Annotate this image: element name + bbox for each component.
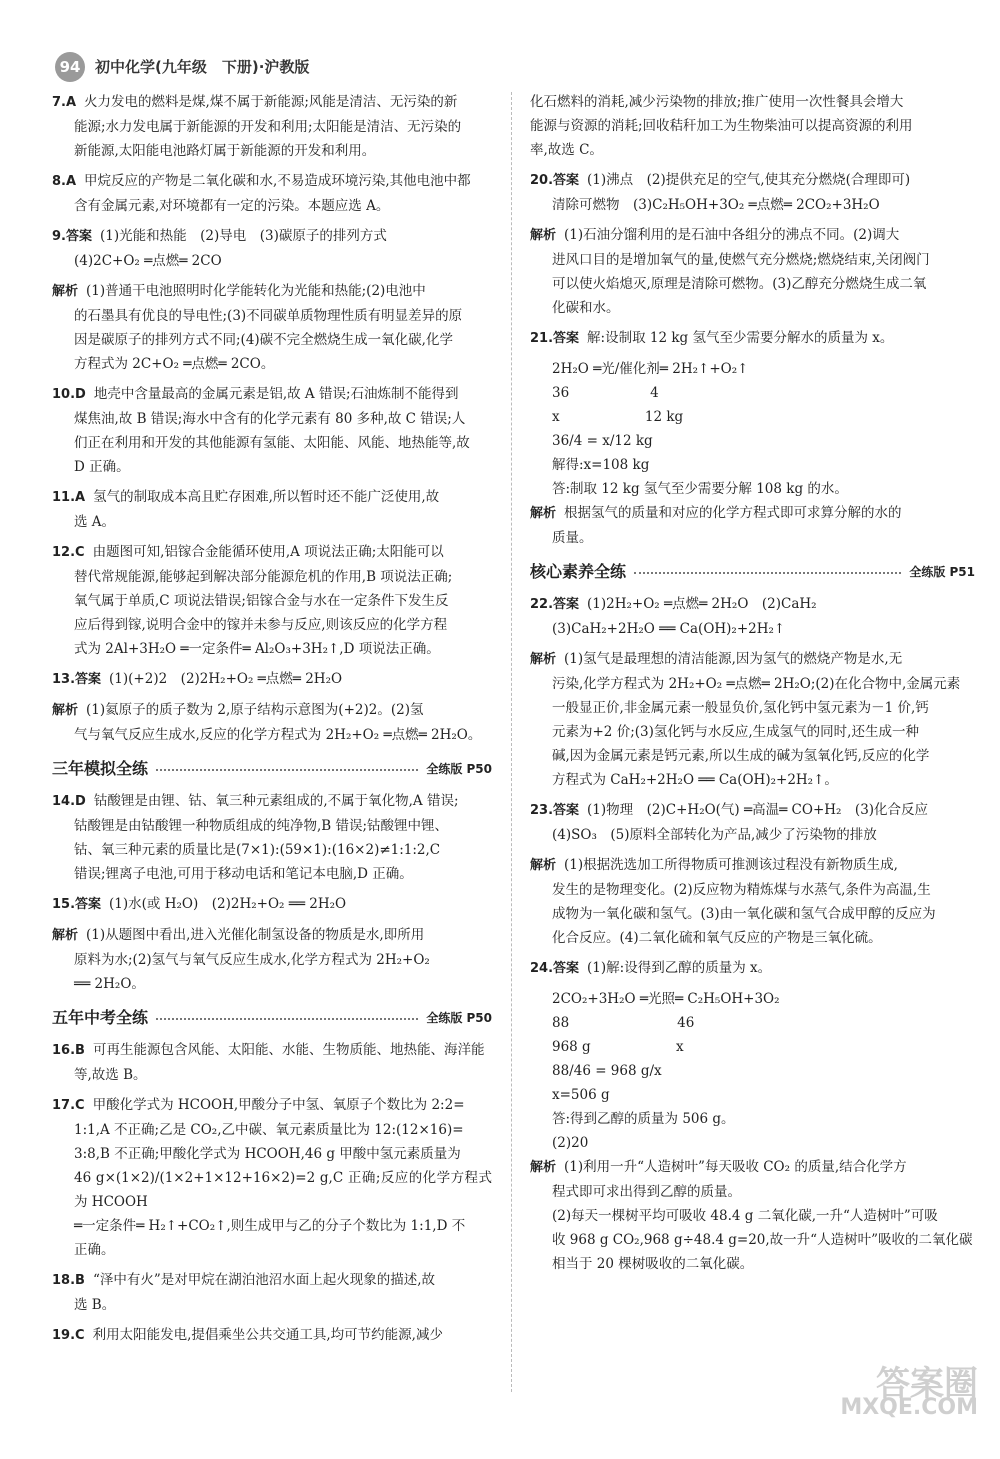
answer-item [52,1323,492,1348]
item-number: 解析 [530,506,557,521]
section-title: 三年模拟全练 [52,759,149,778]
calculation-24 [530,987,975,1155]
left-items-c [52,1038,492,1348]
answer-line: 8.A 甲烷反应的产物是二氧化碳和水,不易造成环境污染,其他电池中都 [52,173,471,189]
answer-line: (4)SO₃ (5)原料全部转化为产品,减少了污染物的排放 [552,827,877,843]
answer-line: 化合反应。(4)二氧化硫和氧气反应的产物是三氧化硫。 [552,930,882,946]
right-items-c [530,592,975,981]
text-line: 2H₂O ═光/催化剂═ 2H₂↑+O₂↑ [552,361,749,377]
answer-line: 解析 (1)氦原子的质子数为 2,原子结构示意图为(+2)2。(2)氢 [52,702,424,718]
answer-line: 22.答案 (1)2H₂+O₂ ═点燃═ 2H₂O (2)CaH₂ [530,596,817,612]
answer-line: 解析 (1)普通干电池照明时化学能转化为光能和热能;(2)电池中 [52,283,426,299]
calculation-21 [530,357,975,501]
answer-line: 收 968 g CO₂,968 g÷48.4 g=20,故一升“人造树叶”吸收的二氧化碳 [552,1232,973,1248]
item-number: 解析 [52,703,79,718]
answer-line: 解析 (1)从题图中看出,进入光催化制氢设备的物质是水,即所用 [52,927,425,943]
answer-item [52,923,492,996]
answer-item [52,485,492,534]
text-line: 能源与资源的消耗;回收秸秆加工为生物柴油可以提高资源的利用 [530,118,913,134]
answer-item [530,223,975,320]
answer-line: 17.C 甲酸化学式为 HCOOH,甲酸分子中氢、氧原子个数比为 2:2= [52,1097,465,1113]
answer-line: 13.答案 (1)(+2)2 (2)2H₂+O₂ ═点燃═ 2H₂O [52,671,343,687]
answer-item [530,1155,975,1276]
answer-line: 一般显正价,非金属元素一般显负价,氢化钙中氢元素为－1 价,钙 [552,700,929,716]
section-dots [156,768,418,771]
item-number: 10.D [52,387,86,402]
section-header-five-year [52,1006,492,1030]
watermark-text: 答案圈 [876,1364,978,1404]
continued-text [530,90,975,162]
answer-line: 24.答案 (1)解:设得到乙醇的质量为 x。 [530,960,772,976]
item-number: 解析 [52,928,79,943]
text-line: 968 g x [552,1039,684,1055]
item-number: 解析 [530,1160,557,1175]
answer-item [530,956,975,981]
text-line: (2)20 [552,1135,589,1151]
answer-line: 46 g×(1×2)/(1×2+1×12+16×2)=2 g,C 正确;反应的化学方程式为 HCOOH [74,1170,492,1210]
answer-line: 9.答案 (1)光能和热能 (2)导电 (3)碳原子的排列方式 [52,228,387,244]
answer-line: 方程式为 2C+O₂ ═点燃═ 2CO。 [74,356,275,372]
answer-line: 等,故选 B。 [74,1067,147,1083]
item-number: 12.C [52,545,85,560]
page-number: 94 [55,52,85,82]
item-number: 18.B [52,1273,85,1288]
answer-item [52,789,492,886]
left-items-a [52,90,492,747]
answer-line: 19.C 利用太阳能发电,提倡乘坐公共交通工具,均可节约能源,减少 [52,1327,443,1343]
answer-line: 钴酸锂是由钴酸锂一种物质组成的纯净物,B 错误;钴酸锂中锂、 [74,818,449,834]
book-title: 初中化学(九年级 下册)·沪教版 [95,58,310,76]
watermark-url: MXQE.COM [840,1395,978,1420]
watermark-logo [798,1364,978,1447]
answer-line: 污染,化学方程式为 2H₂+O₂ ═点燃═ 2H₂O;(2)在化合物中,金属元素 [552,676,961,692]
answer-line: 原料为水;(2)氢气与氧气反应生成水,化学方程式为 2H₂+O₂ [74,952,430,968]
answer-item [530,501,975,550]
answer-item [530,326,975,351]
text-line: 2CO₂+3H₂O ═光照═ C₂H₅OH+3O₂ [552,991,780,1007]
item-number: 14.D [52,794,86,809]
column-divider [511,92,512,1392]
answer-line: 15.答案 (1)水(或 H₂O) (2)2H₂+O₂ ══ 2H₂O [52,896,347,912]
item-number: 9.答案 [52,229,92,244]
answer-line: 解析 根据氢气的质量和对应的化学方程式即可求算分解的水的 [530,505,902,521]
answer-line: (3)CaH₂+2H₂O ══ Ca(OH)₂+2H₂↑ [552,621,786,637]
answer-line: 发生的是物理变化。(2)反应物为精炼煤与水蒸气,条件为高温,生 [552,882,931,898]
answer-line: 可以使火焰熄灭,原理是清除可燃物。(3)乙醇充分燃烧生成二氧 [552,276,927,292]
text-line: 36/4 = x/12 kg [552,433,653,449]
item-number: 11.A [52,490,86,505]
answer-line: 化碳和水。 [552,300,620,316]
answer-line: 质量。 [552,530,593,546]
answer-line: 碱,因为金属元素是钙元素,所以生成的碱为氢氧化钙,反应的化学 [552,748,930,764]
answer-line: 煤焦油,故 B 错误;海水中含有的化学元素有 80 多种,故 C 错误;人 [74,411,466,427]
answer-line: (2)每天一棵树平均可吸收 48.4 g 二氧化碳,一升“人造树叶”可吸 [552,1208,938,1224]
item-number: 解析 [52,284,79,299]
section-title: 核心素养全练 [530,562,627,581]
item-number: 16.B [52,1043,85,1058]
answer-item [530,168,975,217]
answer-line: ══ 2H₂O。 [74,976,145,992]
answer-line: 钴、氧三种元素的质量比是(7×1):(59×1):(16×2)≠1:1:2,C [74,842,441,858]
answer-item [52,892,492,917]
answer-line: 正确。 [74,1242,115,1258]
item-number: 21.答案 [530,331,580,346]
left-items-b [52,789,492,996]
answer-line: 氧气属于单质,C 项说法错误;铝镓合金与水在一定条件下发生反 [74,593,449,609]
answer-line: 7.A 火力发电的燃料是煤,煤不属于新能源;风能是清洁、无污染的新 [52,94,458,110]
answer-line: 11.A 氢气的制取成本高且贮存困难,所以暂时还不能广泛使用,故 [52,489,440,505]
right-items-a [530,168,975,351]
text-line: 答:制取 12 kg 氢气至少需要分解 108 kg 的水。 [552,481,848,497]
section-ref: 全练版 P50 [426,762,492,776]
item-number: 解析 [530,228,557,243]
right-column [530,90,975,1282]
answer-item [52,540,492,661]
answer-item [52,169,492,218]
text-line: 88 46 [552,1015,695,1031]
text-line: 解得:x=108 kg [552,457,650,473]
answer-line: 因是碳原子的排列方式不同;(4)碳不完全燃烧生成一氧化碳,化学 [74,332,453,348]
answer-item [530,853,975,950]
answer-line: 元素为+2 价;(3)氢化钙与水反应,生成氢气的同时,还生成一种 [552,724,919,740]
answer-item [52,279,492,376]
answer-line: 能源;水力发电属于新能源的开发和利用;太阳能是清洁、无污染的 [74,119,462,135]
answer-line: 相当于 20 棵树吸收的二氧化碳。 [552,1256,754,1272]
item-number: 15.答案 [52,897,102,912]
answer-line: 程式即可求出得到乙醇的质量。 [552,1184,741,1200]
text-line: 答:得到乙醇的质量为 506 g。 [552,1111,735,1127]
item-number: 23.答案 [530,803,580,818]
answer-line: 解析 (1)根据洗选加工所得物质可推测该过程没有新物质生成, [530,857,898,873]
item-number: 解析 [530,652,557,667]
answer-line: D 正确。 [74,459,130,475]
answer-line: 解析 (1)氢气是最理想的清洁能源,因为氢气的燃烧产物是水,无 [530,651,903,667]
answer-item [52,1268,492,1317]
answer-line: 进风口目的是增加氧气的量,使燃气充分燃烧;燃烧结束,关闭阀门 [552,252,930,268]
answer-line: 替代常规能源,能够起到解决部分能源危机的作用,B 项说法正确; [74,569,453,585]
answer-line: 18.B “泽中有火”是对甲烷在湖泊池沼水面上起火现象的描述,故 [52,1272,436,1288]
section-dots [634,571,901,574]
right-items-d [530,1155,975,1276]
answer-line: 成物为一氧化碳和氢气。(3)由一氧化碳和氢气合成甲醇的反应为 [552,906,936,922]
answer-line: 14.D 钴酸锂是由锂、钴、氧三种元素组成的,不属于氧化物,A 错误; [52,793,459,809]
item-number: 解析 [530,858,557,873]
answer-line: 新能源,太阳能电池路灯属于新能源的开发和利用。 [74,143,376,159]
answer-line: 式为 2Al+3H₂O ═一定条件═ Al₂O₃+3H₂↑,D 项说法正确。 [74,641,440,657]
item-number: 20.答案 [530,173,580,188]
answer-line: 23.答案 (1)物理 (2)C+H₂O(气) ═高温═ CO+H₂ (3)化合反应 [530,802,929,818]
answer-line: 解析 (1)利用一升“人造树叶”每天吸收 CO₂ 的质量,结合化学方 [530,1159,907,1175]
answer-item [530,592,975,641]
text-line: 率,故选 C。 [530,142,603,158]
answer-line: 们正在利用和开发的其他能源有氢能、太阳能、风能、地热能等,故 [74,435,470,451]
answer-item [52,224,492,273]
answer-item [52,90,492,163]
item-number: 17.C [52,1098,85,1113]
answer-line: 选 B。 [74,1297,116,1313]
item-number: 19.C [52,1328,85,1343]
answer-item [52,1093,492,1262]
answer-line: (4)2C+O₂ ═点燃═ 2CO [74,253,222,269]
answer-item [52,382,492,479]
answer-item [52,698,492,747]
answer-item [52,1038,492,1087]
answer-item [530,647,975,792]
text-line: 36 4 [552,385,659,401]
answer-line: 解析 (1)石油分馏利用的是石油中各组分的沸点不同。(2)调大 [530,227,900,243]
item-number: 22.答案 [530,597,580,612]
answer-line: 错误;锂离子电池,可用于移动电话和笔记本电脑,D 正确。 [74,866,413,882]
answer-line: 选 A。 [74,514,116,530]
answer-line: 含有金属元素,对环境都有一定的污染。本题应选 A。 [74,198,390,214]
page-header [55,52,309,82]
answer-line: 1:1,A 不正确;乙是 CO₂,乙中碳、氧元素质量比为 12:(12×16)= [74,1122,464,1138]
section-header-three-year [52,757,492,781]
answer-line: 21.答案 解:设制取 12 kg 氢气至少需要分解水的质量为 x。 [530,330,894,346]
text-line: 化石燃料的消耗,减少污染物的排放;推广使用一次性餐具会增大 [530,94,904,110]
left-column [52,90,492,1354]
section-ref: 全练版 P50 [426,1011,492,1025]
answer-item [52,667,492,692]
answer-line: 10.D 地壳中含量最高的金属元素是铝,故 A 错误;石油炼制不能得到 [52,386,459,402]
answer-line: 的石墨具有优良的导电性;(3)不同碳单质物理性质有明显差异的原 [74,308,463,324]
answer-item [530,798,975,847]
answer-line: 方程式为 CaH₂+2H₂O ══ Ca(OH)₂+2H₂↑。 [552,772,838,788]
answer-line: 20.答案 (1)沸点 (2)提供充足的空气,使其充分燃烧(合理即可) [530,172,911,188]
answer-line: ═一定条件═ H₂↑+CO₂↑,则生成甲与乙的分子个数比为 1:1,D 不 [74,1218,466,1234]
text-line: x=506 g [552,1087,610,1103]
section-ref: 全练版 P51 [909,565,975,579]
answer-line: 3:8,B 不正确;甲酸化学式为 HCOOH,46 g 甲酸中氢元素质量为 [74,1146,461,1162]
item-number: 13.答案 [52,672,102,687]
answer-line: 16.B 可再生能源包含风能、太阳能、水能、生物质能、地热能、海洋能 [52,1042,485,1058]
answer-line: 清除可燃物 (3)C₂H₅OH+3O₂ ═点燃═ 2CO₂+3H₂O [552,197,880,213]
section-title: 五年中考全练 [52,1008,149,1027]
answer-line: 12.C 由题图可知,铝镓合金能循环使用,A 项说法正确;太阳能可以 [52,544,444,560]
answer-line: 气与氧气反应生成水,反应的化学方程式为 2H₂+O₂ ═点燃═ 2H₂O。 [74,727,482,743]
item-number: 7.A [52,95,77,110]
section-dots [156,1017,418,1020]
right-items-b [530,501,975,550]
text-line: x 12 kg [552,409,684,425]
item-number: 8.A [52,174,77,189]
answer-line: 应后得到镓,说明合金中的镓并未参与反应,则该反应的化学方程 [74,617,448,633]
section-header-core [530,560,975,584]
item-number: 24.答案 [530,961,580,976]
text-line: 88/46 = 968 g/x [552,1063,662,1079]
